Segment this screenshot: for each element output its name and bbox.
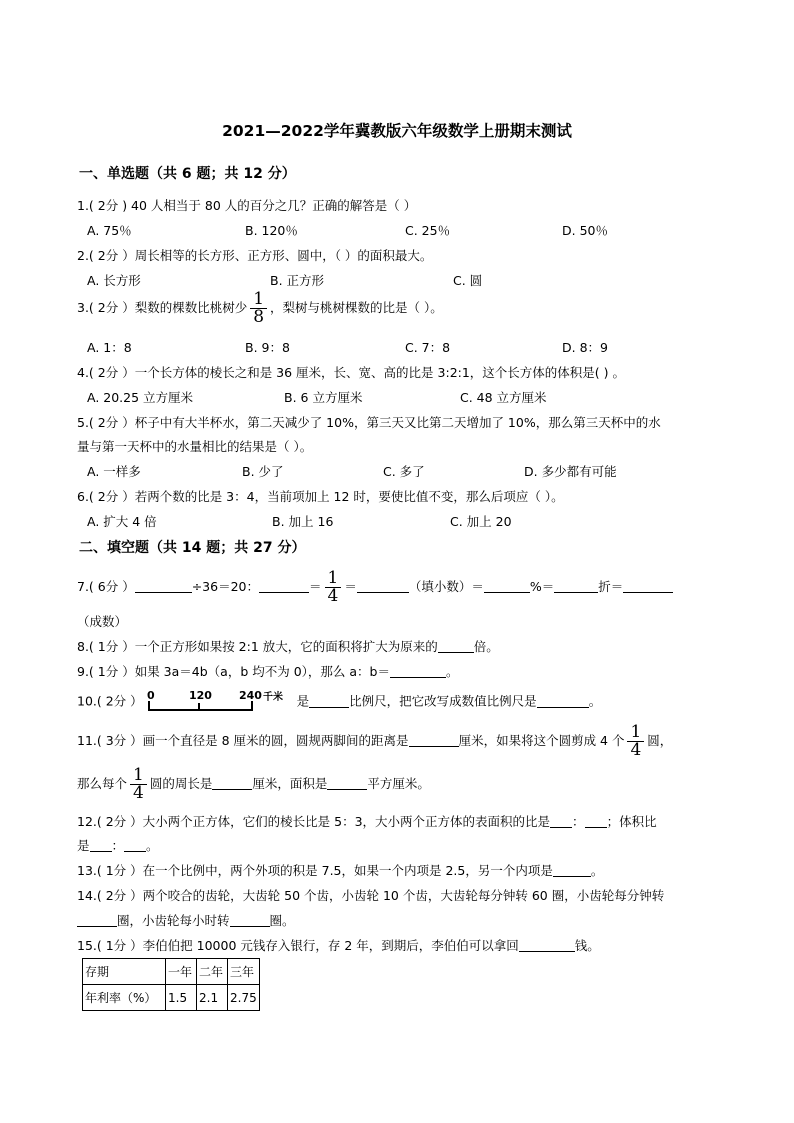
answer-blank[interactable] (585, 813, 607, 828)
table-cell: 二年 (197, 959, 228, 985)
option-b[interactable]: B. 少了 (242, 464, 284, 479)
answer-blank[interactable] (438, 638, 474, 653)
answer-blank[interactable] (230, 912, 270, 927)
answer-blank[interactable] (554, 578, 598, 593)
option-c[interactable]: C. 48 立方厘米 (460, 390, 547, 405)
option-d[interactable]: D. 8：9 (562, 340, 608, 355)
section-heading-single-choice: 一、单选题（共 6 题；共 12 分） (79, 166, 296, 182)
option-c[interactable]: C. 加上 20 (450, 514, 512, 529)
question-14-line-1: 14.( 2分 ）两个咬合的齿轮，大齿轮 50 个齿，小齿轮 10 个齿，大齿轮每分钟转 60 圈，小齿轮每分钟转 (77, 888, 665, 903)
answer-blank[interactable] (309, 693, 349, 708)
answer-blank[interactable] (135, 578, 192, 593)
option-a[interactable]: A. 20.25 立方厘米 (87, 390, 194, 405)
table-cell: 一年 (166, 959, 197, 985)
answer-blank[interactable] (124, 837, 146, 852)
option-c[interactable]: C. 多了 (383, 464, 425, 479)
line-scale-ruler (145, 688, 295, 716)
option-d[interactable]: D. 多少都有可能 (524, 464, 617, 479)
fraction-one-eighth: $\frac{1}{8}$ (250, 292, 267, 325)
option-a[interactable]: A. 一样多 (87, 464, 141, 479)
question-12-line-1: 12.( 2分 ）大小两个正方体，它们的棱长比是 5：3，大小两个正方体的表面积的比是 ： ；体积比 (77, 814, 657, 829)
page-title: 2021—2022学年冀教版六年级数学上册期末测试 (222, 122, 572, 140)
question-8: 8.( 1分 ）一个正方形如果按 2:1 放大，它的面积将扩大为原来的 倍。 (77, 639, 499, 654)
question-7-line-2: （成数） (77, 614, 128, 629)
option-b[interactable]: B. 加上 16 (272, 514, 334, 529)
scale-tick-240: 240 (238, 689, 262, 702)
table-row (83, 985, 260, 1011)
answer-blank[interactable] (212, 775, 252, 790)
question-5-line-1: 5.( 2分 ）杯子中有大半杯水，第二天减少了 10%，第三天又比第二天增加了 10%，那么第三天杯中的水 (77, 415, 661, 430)
option-a[interactable]: A. 扩大 4 倍 (87, 514, 157, 529)
question-2: 2.( 2分 ）周长相等的长方形、正方形、圆中，（ ）的面积最大。 (77, 248, 433, 263)
question-15: 15.( 1分 ）李伯伯把 10000 元钱存入银行，存 2 年，到期后，李伯伯可以拿回 钱。 (77, 938, 600, 953)
scale-tick-120: 120 (188, 689, 212, 702)
option-a[interactable]: A. 75％ (87, 223, 132, 238)
fraction-one-quarter: $\frac{1}{4}$ (325, 571, 342, 604)
fraction-one-quarter: $\frac{1}{4}$ (130, 768, 147, 801)
scale-unit: 千米 (262, 692, 283, 703)
question-10: 10.( 2分 ） 0 120 240 千米 是 比例尺，把它改写成数值比例尺是 。 (77, 688, 601, 716)
option-b[interactable]: B. 正方形 (270, 273, 325, 288)
interest-rate-table (82, 958, 260, 1011)
question-4: 4.( 2分 ）一个长方体的棱长之和是 36 厘米，长、宽、高的比是 3:2:1，这个长方体的体积是( ) 。 (77, 365, 626, 380)
table-cell: 年利率（%） (83, 985, 166, 1011)
option-d[interactable]: D. 50％ (562, 223, 608, 238)
table-cell: 2.1 (197, 985, 228, 1011)
answer-blank[interactable] (484, 578, 530, 593)
answer-blank[interactable] (519, 937, 575, 952)
question-3-text: 3.( 2分 ）梨数的棵数比桃树少 (77, 300, 248, 315)
question-12-line-2: 是 ： 。 (77, 838, 159, 853)
table-cell: 2.75 (228, 985, 260, 1011)
answer-blank[interactable] (90, 837, 112, 852)
option-b[interactable]: B. 120％ (245, 223, 298, 238)
scale-tick-0: 0 (146, 689, 155, 702)
question-4-options (87, 388, 727, 404)
table-cell: 1.5 (166, 985, 197, 1011)
question-11-line-2: 那么每个 $\frac{1}{4}$ 圆的周长是 厘米，面积是 平方厘米。 (77, 765, 430, 803)
option-a[interactable]: A. 长方形 (87, 273, 141, 288)
question-3 (77, 289, 443, 327)
question-7: 7.( 6分 ） ÷36＝20： ＝ $\frac{1}{4}$ ＝ （填小数）＝ %＝ 折＝ (77, 571, 673, 604)
table-row (83, 959, 260, 985)
question-5-options (87, 462, 727, 478)
answer-blank[interactable] (409, 732, 459, 747)
answer-blank[interactable] (390, 663, 446, 678)
question-1-options (87, 221, 727, 237)
option-a[interactable]: A. 1：8 (87, 340, 132, 355)
question-11-line-1: 11.( 3分 ）画一个直径是 8 厘米的圆，圆规两脚间的距离是 厘米，如果将这个圆剪成 4 个 $\frac{1}{4}$ 圆， (77, 722, 673, 760)
answer-blank[interactable] (259, 578, 309, 593)
question-2-options (87, 271, 727, 287)
answer-blank[interactable] (623, 578, 673, 593)
answer-blank[interactable] (553, 862, 591, 877)
option-c[interactable]: C. 7：8 (405, 340, 451, 355)
answer-blank[interactable] (537, 693, 589, 708)
question-6-options (87, 512, 727, 528)
question-3-options (87, 338, 727, 354)
answer-blank[interactable] (550, 813, 572, 828)
question-13: 13.( 1分 ）在一个比例中，两个外项的积是 7.5，如果一个内项是 2.5，另一个内项是 。 (77, 863, 604, 878)
fraction-one-quarter: $\frac{1}{4}$ (627, 725, 644, 758)
option-c[interactable]: C. 25％ (405, 223, 451, 238)
table-cell: 三年 (228, 959, 260, 985)
question-9: 9.( 1分 ）如果 3a＝4b（a，b 均不为 0），那么 a：b＝ 。 (77, 664, 459, 679)
question-5-line-2: 量与第一天杯中的水量相比的结果是（ ）。 (77, 439, 313, 454)
option-b[interactable]: B. 6 立方厘米 (284, 390, 363, 405)
question-3-text-end: ，梨树与桃树棵数的比是（ ）。 (270, 300, 443, 315)
answer-blank[interactable] (327, 775, 367, 790)
table-cell: 存期 (83, 959, 166, 985)
option-c[interactable]: C. 圆 (453, 273, 483, 288)
answer-blank[interactable] (77, 912, 117, 927)
section-heading-fill-in: 二、填空题（共 14 题；共 27 分） (79, 540, 306, 556)
question-1: 1.( 2分 ) 40 人相当于 80 人的百分之几？正确的解答是（ ） (77, 198, 417, 213)
answer-blank[interactable] (357, 578, 409, 593)
option-b[interactable]: B. 9：8 (245, 340, 290, 355)
question-14-line-2: 圈，小齿轮每小时转 圈。 (77, 911, 295, 929)
question-6: 6.( 2分 ）若两个数的比是 3：4，当前项加上 12 时，要使比值不变，那么后项应（ ）。 (77, 489, 564, 504)
